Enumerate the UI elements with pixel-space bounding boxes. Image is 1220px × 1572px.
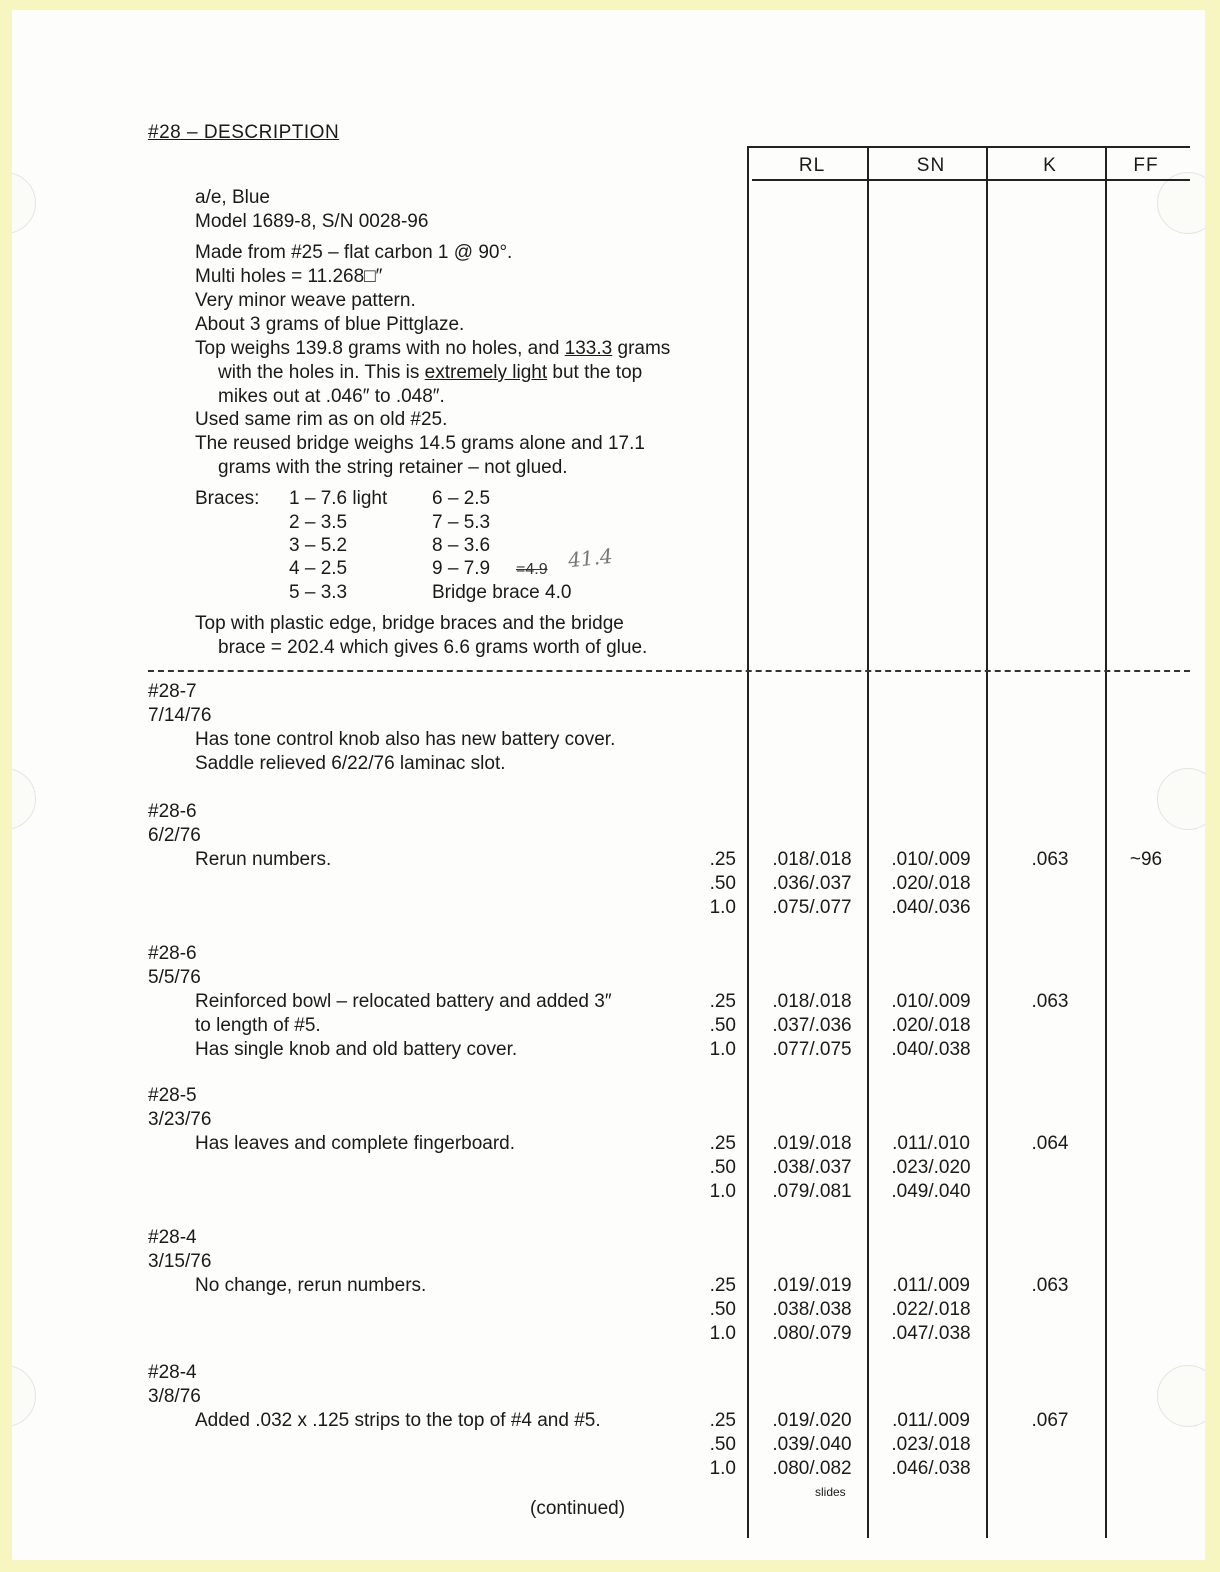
column-rule-1 [747,146,749,1538]
entry-note: Reinforced bowl – relocated battery and added 3″ [195,991,612,1012]
struck-brace-total: =4.9 [516,561,548,578]
sn-value: .023/.020 [891,1157,971,1178]
load-level: .50 [709,1434,736,1455]
entry-note: No change, rerun numbers. [195,1275,427,1296]
binder-hole-left-3 [12,1365,36,1427]
load-level: 1.0 [709,897,736,918]
k-value: .063 [1031,1275,1069,1296]
brace-item: 9 – 7.9 [432,558,491,579]
top-weight-line-2: with the holes in. This is extremely light but the top [218,362,643,383]
sn-value: .010/.009 [891,849,971,870]
top-plastic-line-2: brace = 202.4 which gives 6.6 grams worth of glue. [218,637,648,658]
entry-note: Has leaves and complete fingerboard. [195,1133,516,1154]
rl-value: .018/.018 [772,991,852,1012]
load-level: 1.0 [709,1458,736,1479]
rl-value: .019/.019 [772,1275,852,1296]
weave-line: Very minor weave pattern. [195,290,416,311]
load-level: 1.0 [709,1323,736,1344]
brace-item: 3 – 5.2 [289,535,348,556]
load-level: .50 [709,873,736,894]
sn-value: .011/.010 [892,1133,970,1154]
load-level: .50 [709,1299,736,1320]
brace-item: 7 – 5.3 [432,512,491,533]
load-level: .25 [709,1275,736,1296]
rl-value: .080/.082 [772,1458,852,1479]
entry-note: Saddle relieved 6/22/76 laminac slot. [195,753,506,774]
binder-hole-right-3 [1157,1365,1205,1427]
header-top-rule [748,146,1190,148]
entry-date: 6/2/76 [148,825,201,846]
continued-note: (continued) [530,1498,626,1519]
binder-hole-right-2 [1157,768,1205,830]
rl-value: .075/.077 [772,897,852,918]
entry-note: Has tone control knob also has new battery cover. [195,729,616,750]
column-rule-3 [986,146,988,1538]
column-rule-4 [1105,146,1107,1538]
braces-label: Braces: [195,488,260,509]
sn-value: .010/.009 [891,991,971,1012]
top-plastic-line-1: Top with plastic edge, bridge braces and the bridge [195,613,624,634]
load-level: .25 [709,1133,736,1154]
entry-id: #28-6 [148,943,197,964]
brace-item: 5 – 3.3 [289,582,348,603]
ff-value: ~96 [1129,849,1163,870]
model-line: Model 1689-8, S/N 0028-96 [195,211,429,232]
binder-hole-left-2 [12,768,36,830]
entry-note: Rerun numbers. [195,849,332,870]
page-title: #28 – DESCRIPTION [148,122,340,143]
top-weight-line: Top weighs 139.8 grams with no holes, and 133.3 grams [195,338,671,359]
load-level: .25 [709,991,736,1012]
brace-item: 4 – 2.5 [289,558,348,579]
sn-value: .011/.009 [892,1410,970,1431]
glaze-line: About 3 grams of blue Pittglaze. [195,314,465,335]
load-level: .50 [709,1157,736,1178]
header-bottom-rule [752,179,1190,181]
binder-hole-right-1 [1157,172,1205,234]
sn-value: .020/.018 [891,873,971,894]
rl-value: .077/.075 [772,1039,852,1060]
rim-line: Used same rim as on old #25. [195,409,448,430]
load-level: 1.0 [709,1181,736,1202]
sn-value: .046/.038 [891,1458,971,1479]
sn-value: .047/.038 [891,1323,971,1344]
rl-value: .038/.037 [772,1157,852,1178]
load-level: .25 [709,1410,736,1431]
brace-item: 1 – 7.6 light [289,488,388,509]
entry-id: #28-4 [148,1227,197,1248]
brace-item: 8 – 3.6 [432,535,491,556]
slides-note: slides [815,1485,846,1499]
entry-id: #28-6 [148,801,197,822]
rl-value: .038/.038 [772,1299,852,1320]
column-header-k: K [1043,155,1057,176]
load-level: 1.0 [709,1039,736,1060]
entry-id: #28-7 [148,681,197,702]
k-value: .063 [1031,849,1069,870]
entry-id: #28-5 [148,1085,197,1106]
document-page [12,10,1205,1560]
rl-value: .039/.040 [772,1434,852,1455]
sn-value: .011/.009 [892,1275,970,1296]
rl-value: .036/.037 [772,873,852,894]
bridge-line-2: grams with the string retainer – not glued. [218,457,568,478]
column-header-rl: RL [798,155,826,176]
entry-date: 3/8/76 [148,1386,201,1407]
entry-date: 3/23/76 [148,1109,212,1130]
rl-value: .019/.020 [772,1410,852,1431]
section-divider [148,670,1190,672]
k-value: .067 [1031,1410,1069,1431]
rl-value: .019/.018 [772,1133,852,1154]
column-header-ff: FF [1133,155,1159,176]
description-line: a/e, Blue [195,187,270,208]
k-value: .064 [1031,1133,1069,1154]
made-from-line: Made from #25 – flat carbon 1 @ 90°. [195,242,513,263]
sn-value: .022/.018 [891,1299,971,1320]
k-value: .063 [1031,991,1069,1012]
entry-date: 3/15/76 [148,1251,212,1272]
top-thickness-line: mikes out at .046″ to .048″. [218,386,445,407]
column-rule-2 [867,146,869,1538]
entry-note: Added .032 x .125 strips to the top of #4 and #5. [195,1410,601,1431]
entry-id: #28-4 [148,1362,197,1383]
brace-item: Bridge brace 4.0 [432,582,572,603]
entry-date: 7/14/76 [148,705,212,726]
rl-value: .018/.018 [772,849,852,870]
load-level: .50 [709,1015,736,1036]
bridge-line-1: The reused bridge weighs 14.5 grams alone and 17.1 [195,433,645,454]
entry-date: 5/5/76 [148,967,201,988]
brace-item: 2 – 3.5 [289,512,348,533]
binder-hole-left-1 [12,172,36,234]
entry-note: Has single knob and old battery cover. [195,1039,518,1060]
handwritten-brace-total: 41.4 [566,543,614,573]
load-level: .25 [709,849,736,870]
sn-value: .020/.018 [891,1015,971,1036]
sn-value: .049/.040 [891,1181,971,1202]
sn-value: .040/.036 [891,897,971,918]
column-header-sn: SN [916,155,946,176]
rl-value: .080/.079 [772,1323,852,1344]
entry-note: to length of #5. [195,1015,321,1036]
sn-value: .040/.038 [891,1039,971,1060]
rl-value: .079/.081 [772,1181,852,1202]
sn-value: .023/.018 [891,1434,971,1455]
multi-holes-line: Multi holes = 11.268□″ [195,266,383,287]
brace-item: 6 – 2.5 [432,488,491,509]
rl-value: .037/.036 [772,1015,852,1036]
